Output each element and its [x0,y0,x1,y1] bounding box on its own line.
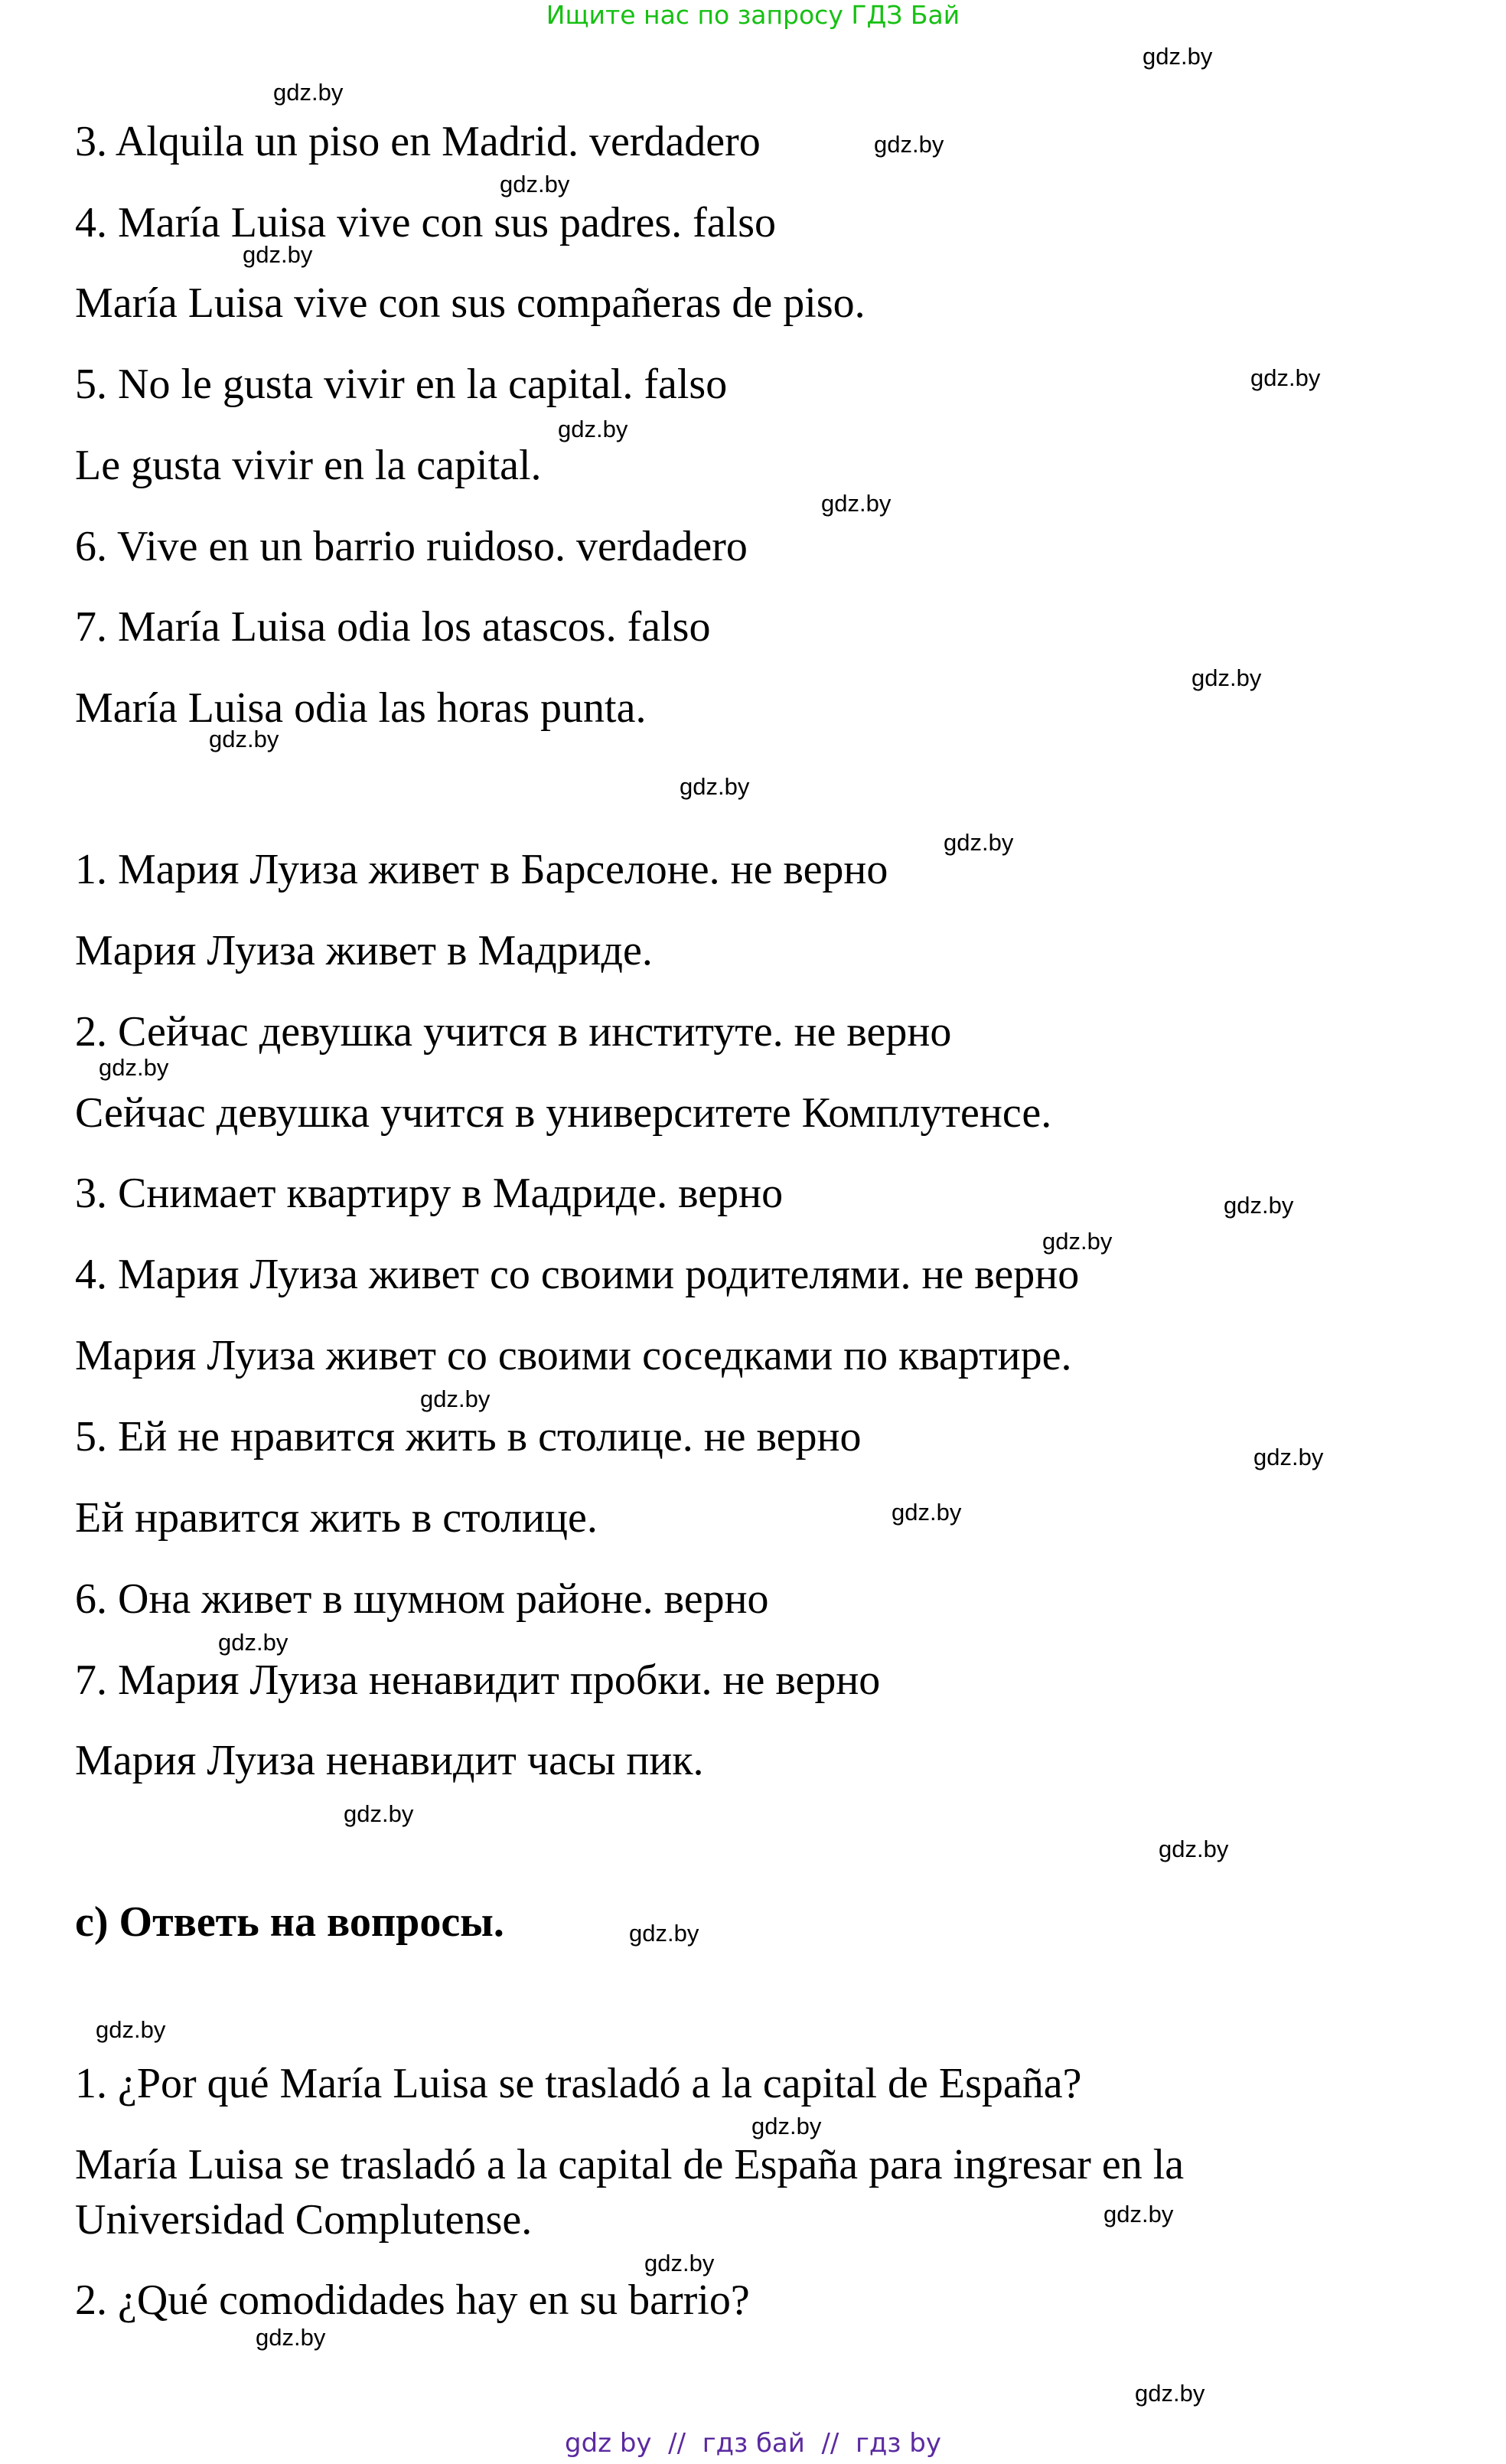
watermark: gdz.by [1135,2380,1205,2407]
watermark: gdz.by [218,1629,288,1656]
answer-line: 5. Ей не нравится жить в столице. не верно [75,1413,862,1460]
question-line: 2. ¿Qué comodidades hay en su barrio? [75,2276,750,2324]
watermark: gdz.by [751,2113,822,2139]
watermark: gdz.by [344,1800,414,1827]
watermark: gdz.by [1253,1444,1324,1470]
answer-line: 3. Снимает квартиру в Мадриде. верно [75,1170,784,1217]
watermark: gdz.by [629,1920,699,1947]
watermark: gdz.by [1042,1228,1113,1255]
answer-line: 2. Сейчас девушка учится в институте. не верно [75,1008,952,1056]
answer-line: 7. Мария Луиза ненавидит пробки. не верно [75,1656,881,1704]
watermark: gdz.by [944,829,1014,856]
answer-line: Le gusta vivir en la capital. [75,442,542,489]
watermark: gdz.by [500,171,570,197]
watermark: gdz.by [273,79,344,106]
watermark: gdz.by [1250,364,1321,391]
answer-line: Ей нравится жить в столице. [75,1494,598,1542]
section-heading: c) Ответь на вопросы. [75,1898,504,1946]
answer-line: 1. Мария Луиза живет в Барселоне. не верно [75,846,888,893]
answer-line: Мария Луиза живет со своими соседками по квартире. [75,1332,1072,1379]
watermark: gdz.by [1191,664,1262,691]
watermark: gdz.by [96,2016,166,2043]
watermark: gdz.by [1143,43,1213,70]
footer-links[interactable]: gdz by // гдз бай // гдз by [565,2428,941,2459]
watermark: gdz.by [99,1054,169,1081]
answer-line: Мария Луиза живет в Мадриде. [75,927,653,974]
watermark: gdz.by [1224,1192,1294,1219]
answer-line: Мария Луиза ненавидит часы пик. [75,1737,704,1784]
answer-line: 5. No le gusta vivir en la capital. falso [75,361,728,408]
answer-line: Universidad Complutense. [75,2196,533,2244]
watermark: gdz.by [892,1499,962,1526]
watermark: gdz.by [821,490,892,517]
question-line: 1. ¿Por qué María Luisa se trasladó a la capital de España? [75,2060,1082,2107]
watermark: gdz.by [1159,1836,1229,1862]
answer-line: María Luisa vive con sus compañeras de piso. [75,279,865,327]
header-search-link[interactable]: Ищите нас по запросу ГДЗ Бай [546,0,960,30]
watermark: gdz.by [420,1385,491,1412]
answer-line: 6. Она живет в шумном районе. верно [75,1575,769,1623]
answer-line: María Luisa se trasladó a la capital de España para ingresar en la [75,2141,1185,2188]
answer-line: 4. Мария Луиза живет со своими родителями. не верно [75,1251,1080,1298]
watermark: gdz.by [243,241,313,268]
watermark: gdz.by [558,416,628,442]
watermark: gdz.by [1103,2201,1174,2227]
answer-line: 6. Vive en un barrio ruidoso. verdadero [75,523,748,570]
watermark: gdz.by [209,726,279,752]
answer-line: 4. María Luisa vive con sus padres. falso [75,199,776,246]
answer-line: Сейчас девушка учится в университете Комплутенсе. [75,1089,1052,1137]
watermark: gdz.by [874,131,944,158]
answer-line: María Luisa odia las horas punta. [75,684,647,732]
watermark: gdz.by [256,2324,326,2351]
answer-line: 7. María Luisa odia los atascos. falso [75,603,711,651]
watermark: gdz.by [644,2250,715,2276]
watermark: gdz.by [680,773,750,800]
answer-line: 3. Alquila un piso en Madrid. verdadero [75,118,761,165]
